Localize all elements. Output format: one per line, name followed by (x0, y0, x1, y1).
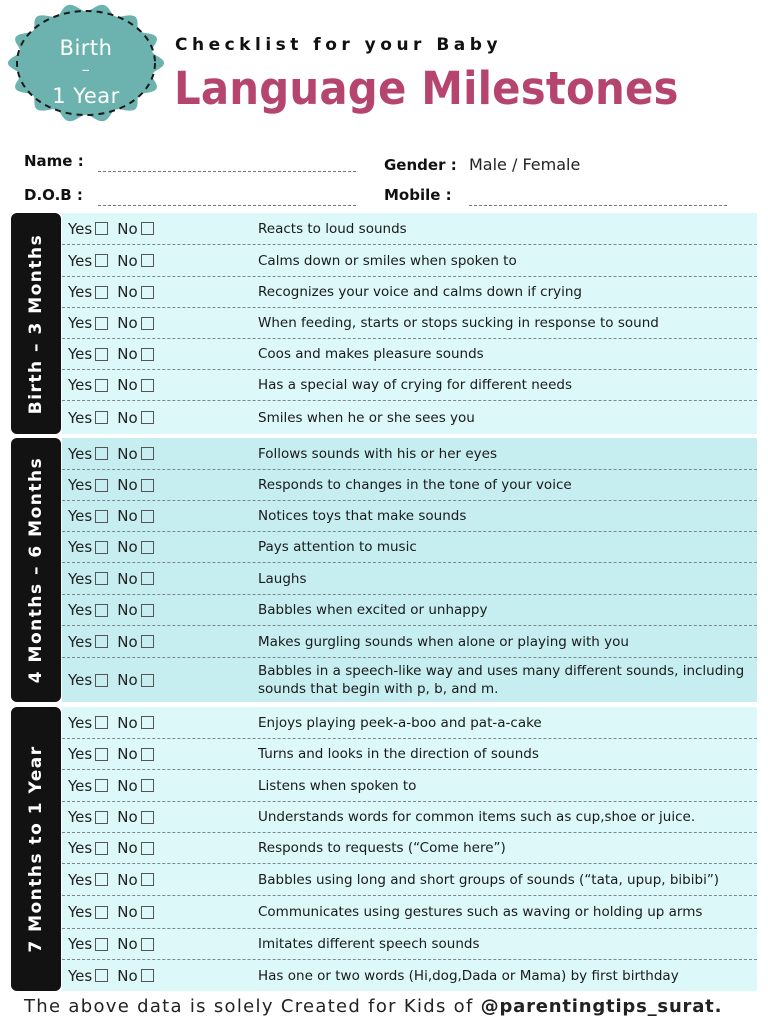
checklist-row (62, 833, 757, 864)
no-checkbox[interactable] (141, 748, 154, 761)
no-checkbox[interactable] (141, 286, 154, 299)
section-checklist (62, 213, 757, 434)
milestone-text: Communicates using gestures such as waving or holding up arms (258, 904, 703, 920)
milestone-text: Coos and makes pleasure sounds (258, 346, 484, 362)
yes-no-options (68, 839, 163, 857)
yes-checkbox[interactable] (95, 572, 108, 585)
checklist-row (62, 896, 757, 929)
section-age-label: 4 Months – 6 Months (26, 456, 46, 684)
no-label: No (117, 569, 138, 588)
gender-label: Gender : (384, 156, 457, 174)
no-checkbox[interactable] (141, 447, 154, 460)
milestone-text: Babbles in a speech-like way and uses many different sounds, including sounds that begin with p, b, and m. (258, 663, 745, 697)
no-label: No (117, 538, 138, 556)
milestone-text: Babbles when excited or unhappy (258, 602, 488, 618)
no-label: No (117, 376, 138, 394)
checklist-row (62, 277, 757, 308)
mobile-field[interactable] (469, 205, 727, 206)
yes-no-options (68, 409, 163, 427)
milestone-text: Reacts to loud sounds (258, 220, 407, 237)
yes-checkbox[interactable] (95, 348, 108, 361)
mobile-label: Mobile : (384, 186, 452, 204)
no-label: No (117, 408, 138, 427)
checklist-row (62, 739, 757, 770)
yes-checkbox[interactable] (95, 254, 108, 267)
checklist-row (62, 501, 757, 532)
no-checkbox[interactable] (141, 938, 154, 951)
checklist-row (62, 438, 757, 470)
yes-no-options (68, 476, 163, 494)
milestone-text: Makes gurgling sounds when alone or playing with you (258, 633, 629, 650)
yes-label: Yes (68, 601, 93, 619)
milestone-text: Responds to requests (“Come here”) (258, 840, 506, 856)
milestone-text: Responds to changes in the tone of your voice (258, 477, 572, 493)
no-label: No (117, 219, 138, 238)
yes-label: Yes (68, 870, 93, 889)
yes-no-options (68, 871, 163, 889)
no-label: No (117, 444, 138, 463)
gender-value: Male / Female (469, 155, 581, 174)
yes-no-options (68, 283, 163, 301)
section-age-tab (11, 438, 61, 702)
no-checkbox[interactable] (141, 254, 154, 267)
no-label: No (117, 476, 138, 494)
no-checkbox[interactable] (141, 779, 154, 792)
yes-no-options (68, 903, 163, 921)
yes-label: Yes (68, 839, 93, 857)
yes-checkbox[interactable] (95, 674, 108, 687)
yes-no-options (68, 376, 163, 394)
milestone-text: Turns and looks in the direction of sounds (258, 746, 539, 762)
yes-no-options (68, 220, 163, 238)
yes-checkbox[interactable] (95, 379, 108, 392)
yes-label: Yes (68, 476, 93, 494)
yes-label: Yes (68, 808, 93, 826)
no-label: No (117, 966, 138, 985)
yes-checkbox[interactable] (95, 938, 108, 951)
yes-label: Yes (68, 745, 93, 763)
yes-no-options (68, 935, 163, 953)
no-label: No (117, 713, 138, 732)
yes-label: Yes (68, 935, 93, 953)
no-label: No (117, 507, 138, 525)
dob-field[interactable] (98, 205, 356, 206)
milestone-section (11, 213, 757, 434)
checklist-row (62, 864, 757, 896)
footer-note (24, 996, 722, 1017)
checklist-row (62, 770, 757, 802)
no-label: No (117, 632, 138, 651)
no-checkbox[interactable] (141, 317, 154, 330)
yes-no-options (68, 445, 163, 463)
yes-label: Yes (68, 408, 93, 427)
yes-label: Yes (68, 345, 93, 363)
yes-label: Yes (68, 966, 93, 985)
milestone-section (11, 707, 757, 991)
section-age-tab (11, 707, 61, 991)
checklist-row (62, 370, 757, 401)
section-checklist (62, 438, 757, 702)
checklist-row (62, 470, 757, 501)
milestone-text: Imitates different speech sounds (258, 936, 480, 952)
no-label: No (117, 314, 138, 332)
no-checkbox[interactable] (141, 842, 154, 855)
yes-checkbox[interactable] (95, 479, 108, 492)
yes-checkbox[interactable] (95, 286, 108, 299)
section-checklist (62, 707, 757, 991)
checklist-subtitle: Checklist for your Baby (175, 35, 503, 55)
no-label: No (117, 870, 138, 889)
badge-line-1: Birth (59, 36, 113, 60)
yes-label: Yes (68, 219, 93, 238)
yes-label: Yes (68, 671, 93, 689)
no-checkbox[interactable] (141, 873, 154, 886)
milestone-text: Notices toys that make sounds (258, 508, 467, 524)
no-label: No (117, 601, 138, 619)
milestone-text: Follows sounds with his or her eyes (258, 445, 497, 462)
checklist-row (62, 707, 757, 739)
footer-handle: @parentingtips_surat. (480, 996, 723, 1017)
checklist-row (62, 929, 757, 960)
yes-label: Yes (68, 776, 93, 795)
yes-label: Yes (68, 632, 93, 651)
yes-no-options (68, 538, 163, 556)
milestone-text: Understands words for common items such as cup,shoe or juice. (258, 809, 696, 825)
yes-no-options (68, 777, 163, 795)
no-checkbox[interactable] (141, 479, 154, 492)
no-label: No (117, 935, 138, 953)
no-label: No (117, 903, 138, 921)
badge-line-2: – (81, 60, 91, 79)
yes-checkbox[interactable] (95, 873, 108, 886)
yes-label: Yes (68, 251, 93, 270)
page-title: Language Milestones (174, 62, 679, 115)
yes-label: Yes (68, 538, 93, 556)
no-checkbox[interactable] (141, 510, 154, 523)
yes-checkbox[interactable] (95, 969, 108, 982)
yes-no-options (68, 745, 163, 763)
name-field[interactable] (98, 171, 356, 172)
yes-no-options (68, 345, 163, 363)
no-label: No (117, 671, 138, 689)
section-age-label: 7 Months to 1 Year (26, 745, 46, 953)
checklist-row (62, 245, 757, 277)
no-label: No (117, 776, 138, 795)
footer-text: The above data is solely Created for Kids of (24, 996, 481, 1017)
milestone-text: Pays attention to music (258, 539, 417, 555)
yes-checkbox[interactable] (95, 779, 108, 792)
age-range-badge (8, 2, 164, 122)
badge-line-3: 1 Year (52, 84, 120, 108)
dob-label: D.O.B : (24, 186, 83, 204)
no-checkbox[interactable] (141, 969, 154, 982)
yes-label: Yes (68, 903, 93, 921)
no-checkbox[interactable] (141, 379, 154, 392)
no-label: No (117, 839, 138, 857)
section-age-label: Birth – 3 Months (26, 233, 46, 414)
no-checkbox[interactable] (141, 541, 154, 554)
no-label: No (117, 808, 138, 826)
yes-checkbox[interactable] (95, 842, 108, 855)
yes-no-options (68, 808, 163, 826)
checklist-row (62, 213, 757, 245)
checklist-row (62, 960, 757, 991)
yes-label: Yes (68, 314, 93, 332)
no-checkbox[interactable] (141, 716, 154, 729)
no-label: No (117, 745, 138, 763)
yes-checkbox[interactable] (95, 811, 108, 824)
checklist-row (62, 532, 757, 563)
yes-no-options (68, 671, 163, 689)
yes-checkbox[interactable] (95, 222, 108, 235)
no-checkbox[interactable] (141, 411, 154, 424)
milestone-text: Calms down or smiles when spoken to (258, 252, 517, 269)
checklist-row (62, 308, 757, 339)
yes-checkbox[interactable] (95, 317, 108, 330)
no-label: No (117, 345, 138, 363)
checklist-row (62, 626, 757, 658)
yes-checkbox[interactable] (95, 635, 108, 648)
milestone-text: Has a special way of crying for different needs (258, 377, 572, 393)
no-checkbox[interactable] (141, 811, 154, 824)
no-checkbox[interactable] (141, 674, 154, 687)
yes-checkbox[interactable] (95, 510, 108, 523)
no-checkbox[interactable] (141, 572, 154, 585)
yes-label: Yes (68, 569, 93, 588)
yes-checkbox[interactable] (95, 447, 108, 460)
yes-no-options (68, 314, 163, 332)
no-checkbox[interactable] (141, 222, 154, 235)
no-checkbox[interactable] (141, 635, 154, 648)
milestone-text: Has one or two words (Hi,dog,Dada or Mama) by first birthday (258, 967, 679, 984)
milestone-text: When feeding, starts or stops sucking in response to sound (258, 315, 659, 331)
section-age-tab (11, 213, 61, 434)
milestone-text: Laughs (258, 570, 307, 587)
checklist-row (62, 339, 757, 370)
milestone-text: Smiles when he or she sees you (258, 409, 475, 426)
milestone-section (11, 438, 757, 702)
yes-no-options (68, 714, 163, 732)
yes-checkbox[interactable] (95, 541, 108, 554)
no-checkbox[interactable] (141, 604, 154, 617)
checklist-row (62, 802, 757, 833)
no-checkbox[interactable] (141, 906, 154, 919)
milestone-text: Listens when spoken to (258, 777, 417, 794)
yes-checkbox[interactable] (95, 748, 108, 761)
yes-no-options (68, 967, 163, 985)
yes-no-options (68, 252, 163, 270)
yes-label: Yes (68, 376, 93, 394)
checklist-row (62, 401, 757, 434)
yes-checkbox[interactable] (95, 716, 108, 729)
milestone-text: Babbles using long and short groups of sounds (“tata, upup, bibibi”) (258, 871, 720, 888)
no-label: No (117, 283, 138, 301)
yes-label: Yes (68, 444, 93, 463)
checklist-row (62, 658, 757, 702)
milestone-text: Enjoys playing peek-a-boo and pat-a-cake (258, 714, 542, 731)
yes-no-options (68, 601, 163, 619)
name-label: Name : (24, 152, 84, 170)
checklist-row (62, 595, 757, 626)
yes-no-options (68, 633, 163, 651)
no-checkbox[interactable] (141, 348, 154, 361)
no-label: No (117, 251, 138, 270)
yes-checkbox[interactable] (95, 411, 108, 424)
yes-no-options (68, 507, 163, 525)
yes-checkbox[interactable] (95, 906, 108, 919)
yes-label: Yes (68, 507, 93, 525)
milestone-text: Recognizes your voice and calms down if crying (258, 284, 582, 300)
checklist-row (62, 563, 757, 595)
yes-no-options (68, 570, 163, 588)
yes-checkbox[interactable] (95, 604, 108, 617)
yes-label: Yes (68, 283, 93, 301)
yes-label: Yes (68, 713, 93, 732)
